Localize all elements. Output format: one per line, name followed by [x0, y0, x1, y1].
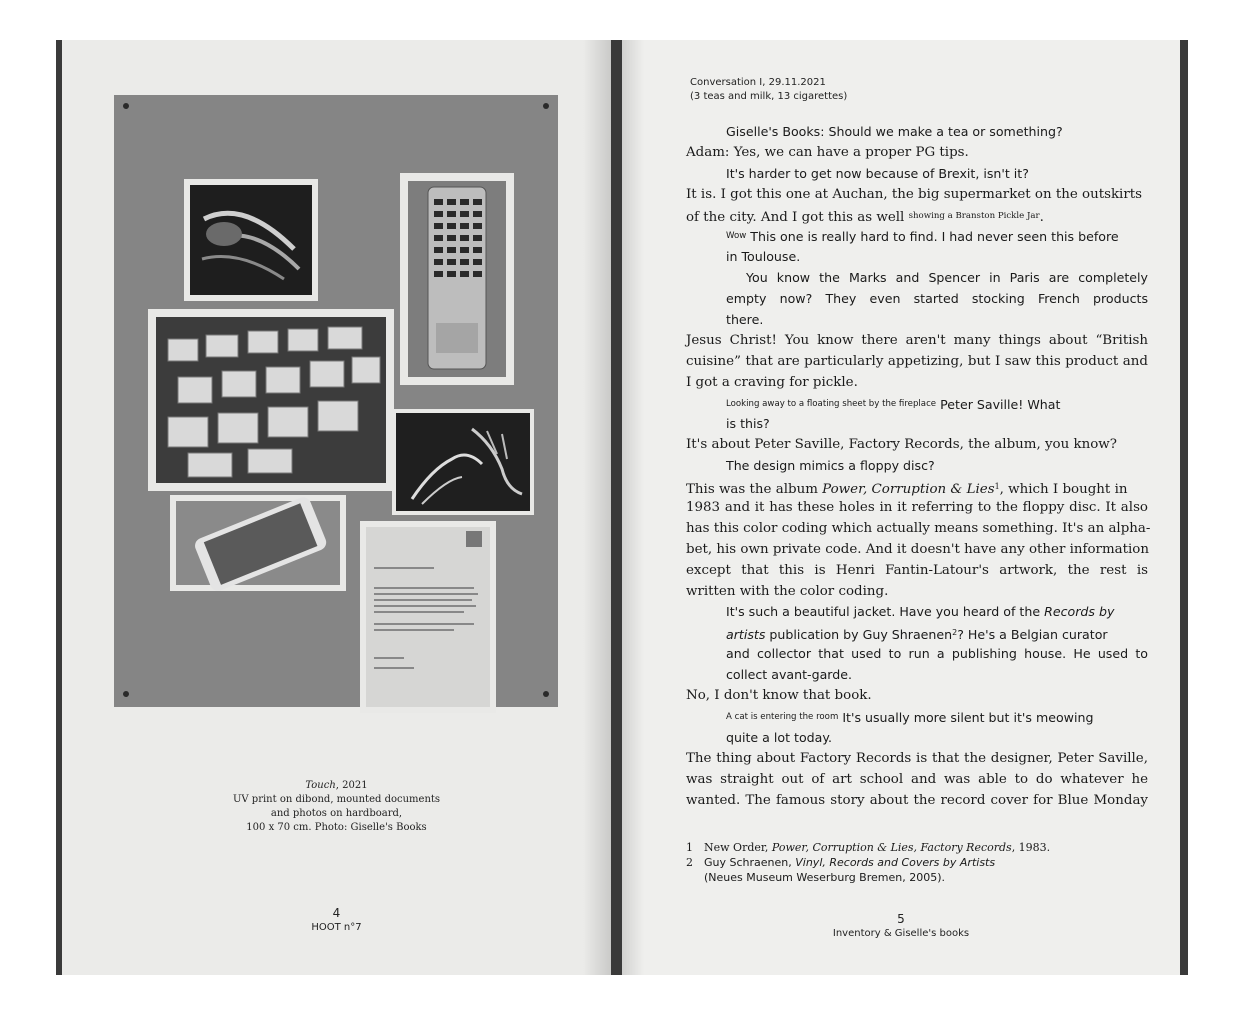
screw-icon: [123, 103, 129, 109]
text-line: 1983 and it has these holes in it referring to the floppy disc. It also: [686, 500, 1148, 516]
phone-document: [170, 495, 346, 591]
text-span: of the city. And I got this as well: [686, 209, 905, 225]
left-folio: [62, 906, 611, 934]
footnote-text: [704, 855, 995, 885]
screw-icon: [543, 691, 549, 697]
footnote-post: , 1983.: [1011, 841, 1051, 854]
stage-direction: Wow: [726, 231, 747, 242]
text-line: It's harder to get now because of Brexit, isn't it?: [726, 165, 1029, 181]
text-line: quite a lot today.: [726, 729, 833, 745]
text-line: [686, 602, 1148, 623]
text-line: I got a craving for pickle.: [686, 374, 858, 390]
footnote-number: 1: [686, 841, 693, 854]
text-line: empty now? They even started stocking French products: [726, 291, 1148, 307]
text-line: You know the Marks and Spencer in Paris are completely: [746, 270, 1148, 286]
running-title: HOOT n°7: [311, 922, 362, 933]
caption-line-4: 100 x 70 cm. Photo: Giselle's Books: [246, 822, 427, 833]
page-number: 4: [332, 906, 341, 920]
text-line: It's about Peter Saville, Factory Records, the album, you know?: [686, 437, 1117, 453]
bones-document: [392, 409, 534, 515]
stage-direction: A cat is entering the room: [726, 711, 839, 722]
gutter-shadow: [622, 40, 644, 975]
text-line: has this color coding which actually means something. It's an alpha-: [686, 520, 1151, 536]
footnote-number: 2: [686, 856, 693, 869]
smartphone-photo: [170, 495, 346, 591]
book-spread: [56, 40, 1188, 975]
text-line: written with the color coding.: [686, 583, 889, 599]
footnote-pre: New Order,: [704, 841, 772, 854]
text-line: [686, 707, 1148, 728]
caption-line-3: and photos on hardboard,: [270, 808, 403, 819]
footnote: [686, 855, 1146, 885]
screw-icon: [543, 103, 549, 109]
text-span: This was the album: [686, 482, 818, 498]
text-line: was straight out of art school and was able to do whatever he: [686, 771, 1148, 787]
text-line: there.: [726, 312, 764, 328]
text-line: collect avant-garde.: [726, 667, 853, 683]
conversation-text: [686, 122, 1151, 811]
text-line: wanted. The famous story about the record cover for Blue Monday: [686, 792, 1148, 808]
text-line: Adam: Yes, we can have a proper PG tips.: [686, 144, 969, 160]
remote-document: [400, 173, 514, 385]
text-line: bet, his own private code. And it doesn't have any other information: [686, 541, 1149, 557]
footnote-italic: Vinyl, Records and Covers by Artists: [795, 856, 996, 869]
xray-document: [184, 179, 318, 301]
footnote-text: [704, 840, 1050, 855]
header-line-1: Conversation I, 29.11.2021: [690, 77, 826, 88]
footnote-pre: Guy Schraenen,: [704, 856, 796, 869]
letter-page: [366, 527, 490, 707]
remote-control-photo: [400, 173, 514, 385]
book-title: artists: [726, 627, 766, 643]
text-line: It is. I got this one at Auchan, the big supermarket on the outskirts: [686, 186, 1142, 202]
artwork-photo: [114, 95, 558, 707]
book-title: Records by: [1044, 604, 1115, 620]
text-line: Jesus Christ! You know there aren't many things about “British: [686, 332, 1148, 348]
header-line-2: (3 teas and milk, 13 cigarettes): [690, 91, 848, 102]
hand-bones-photo: [392, 409, 534, 515]
text-span: It's such a beautiful jacket. Have you heard of the: [726, 604, 1041, 620]
text-span: It's usually more silent but it's meowing: [842, 709, 1094, 725]
text-line: [686, 477, 1148, 498]
stage-direction: Looking away to a floating sheet by the fireplace: [726, 398, 937, 409]
text-line: except that this is Henri Fantin-Latour's artwork, the rest is: [686, 562, 1148, 578]
figure-caption: [62, 779, 611, 835]
text-span: ? He's a Belgian curator: [957, 627, 1108, 643]
right-page: [622, 40, 1180, 975]
footnote: [686, 840, 1146, 855]
text-line: cuisine” that are particularly appetizing, but I saw this product and: [686, 353, 1148, 369]
typewriters-document: [148, 309, 394, 491]
page-number: 5: [897, 912, 905, 926]
text-line: The thing about Factory Records is that the designer, Peter Saville,: [686, 750, 1148, 766]
text-span: Peter Saville! What: [940, 396, 1061, 412]
text-line: is this?: [726, 416, 770, 432]
footnote-italic: Power, Corruption & Lies, Factory Records: [771, 841, 1012, 854]
running-title: Inventory & Giselle's books: [832, 928, 970, 939]
conversation-header: [690, 76, 847, 104]
text-line: [686, 206, 1148, 227]
footnotes: [686, 840, 1146, 885]
footnote-ref: 1: [994, 482, 1000, 492]
text-line: in Toulouse.: [726, 249, 801, 265]
text-span: publication by Guy Shraenen: [769, 627, 953, 643]
text-span: .: [1039, 209, 1044, 225]
left-page: [62, 40, 611, 975]
text-line: [686, 226, 1148, 247]
right-folio: [622, 912, 1180, 940]
text-span: , which I bought in: [999, 482, 1128, 498]
footnote-line-2: (Neues Museum Weserburg Bremen, 2005).: [704, 871, 946, 884]
text-line: and collector that used to run a publishing house. He used to: [726, 646, 1148, 662]
caption-line-2: UV print on dibond, mounted documents: [232, 794, 441, 805]
stage-direction: showing a Branston Pickle Jar: [908, 210, 1040, 221]
caption-year: , 2021: [335, 780, 368, 791]
text-line: [686, 623, 1148, 644]
text-line: Giselle's Books: Should we make a tea or something?: [726, 124, 1063, 139]
text-span: This one is really hard to find. I had never seen this before: [750, 229, 1119, 245]
caption-title: Touch: [305, 780, 336, 791]
footnote-ref: 2: [952, 628, 958, 638]
screw-icon: [123, 691, 129, 697]
xray-photo: [184, 179, 318, 301]
text-line: No, I don't know that book.: [686, 688, 872, 704]
typewriters-photo: [148, 309, 394, 491]
text-line: The design mimics a floppy disc?: [726, 458, 935, 474]
text-line: [686, 394, 1148, 415]
album-title: Power, Corruption & Lies: [822, 482, 995, 498]
letter-document: [360, 521, 496, 713]
